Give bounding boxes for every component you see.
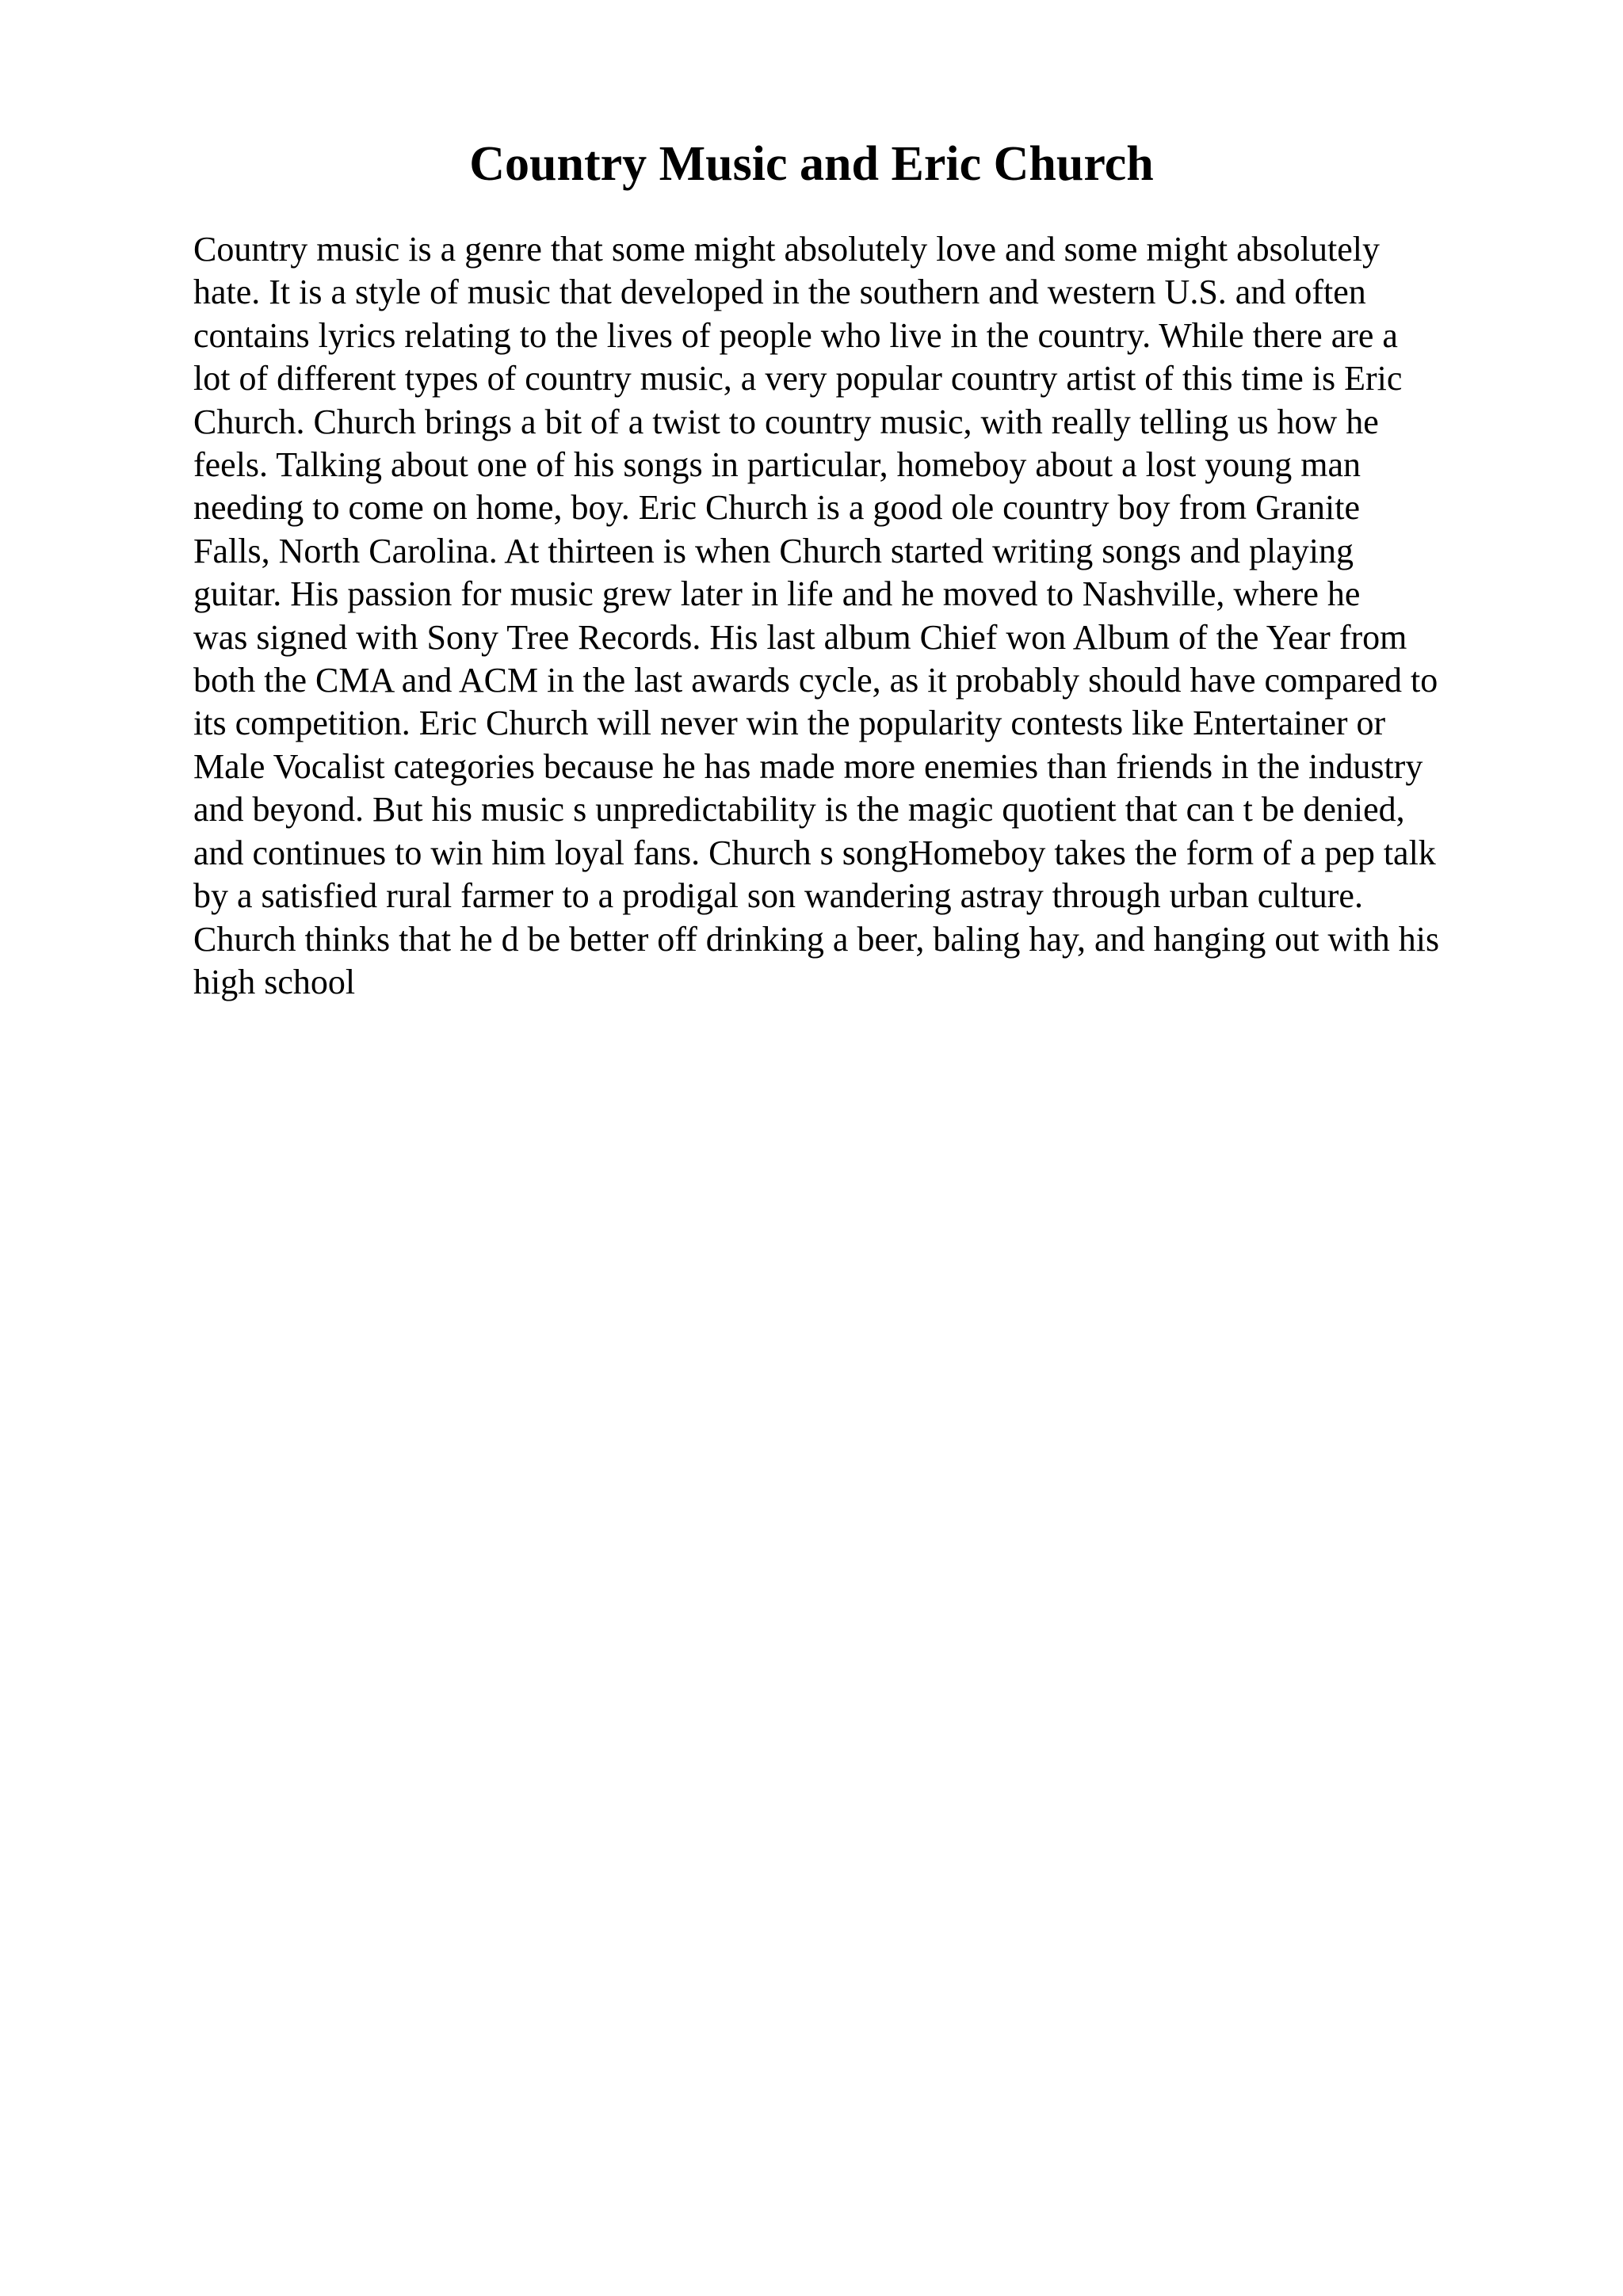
paragraph-line: its competition. Eric Church will never win the popularity contests like Entertainer or <box>193 704 1386 743</box>
paragraph-line: both the CMA and ACM in the last awards cycle, as it probably should have compared to <box>193 661 1438 700</box>
paragraph-line: Male Vocalist categories because he has made more enemies than friends in the industry <box>193 746 1423 786</box>
paragraph-line: Church thinks that he d be better off drinking a beer, baling hay, and hanging out with his <box>193 919 1440 959</box>
paragraph-line: needing to come on home, boy. Eric Church is a good ole country boy from Granite <box>193 488 1361 528</box>
paragraph-line: hate. It is a style of music that developed in the southern and western U.S. and often <box>193 273 1366 312</box>
paragraph-line: high school <box>193 962 356 1001</box>
paragraph-line: feels. Talking about one of his songs in particular, homeboy about a lost young man <box>193 445 1361 485</box>
paragraph-line: Falls, North Carolina. At thirteen is when Church started writing songs and playing <box>193 531 1354 570</box>
paragraph-line: and beyond. But his music s unpredictability is the magic quotient that can t be denied, <box>193 790 1405 830</box>
document-title: Country Music and Eric Church <box>469 137 1154 191</box>
paragraph-line: guitar. His passion for music grew later in life and he moved to Nashville, where he <box>193 574 1361 614</box>
paragraph-line: contains lyrics relating to the lives of people who live in the country. While there are a <box>193 315 1398 355</box>
paragraph-line: Church. Church brings a bit of a twist to country music, with really telling us how he <box>193 402 1379 441</box>
paragraph-line: Country music is a genre that some might absolutely love and some might absolutely <box>193 230 1380 269</box>
paragraph-line: and continues to win him loyal fans. Church s songHomeboy takes the form of a pep talk <box>193 833 1436 872</box>
paragraph-line: by a satisfied rural farmer to a prodigal son wandering astray through urban culture. <box>193 876 1363 916</box>
body-paragraph <box>193 228 1556 1004</box>
paragraph-line: was signed with Sony Tree Records. His last album Chief won Album of the Year from <box>193 617 1407 657</box>
paragraph-line: lot of different types of country music, a very popular country artist of this time is Eric <box>193 359 1403 399</box>
